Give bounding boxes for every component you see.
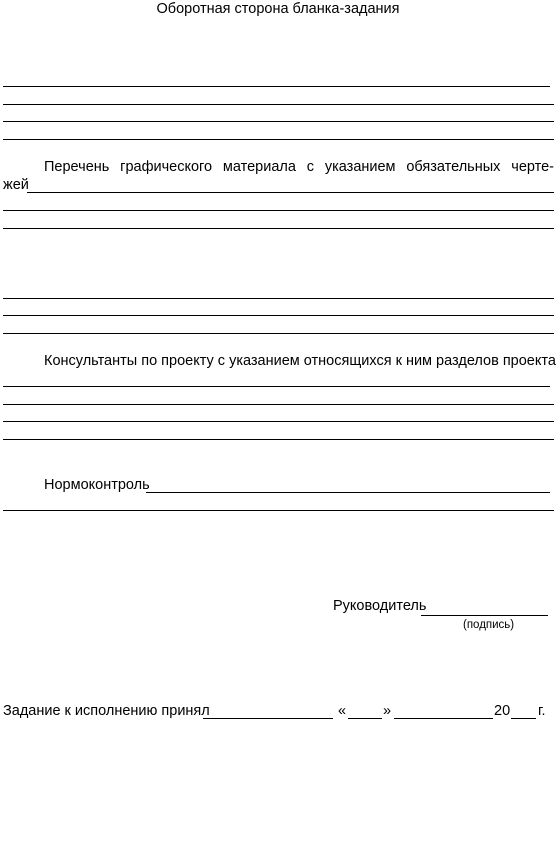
quote-close: » — [383, 703, 392, 719]
blank-line[interactable] — [3, 121, 554, 122]
blank-line[interactable] — [3, 439, 554, 440]
year-suffix: г. — [538, 703, 546, 719]
acceptance-signature-line[interactable] — [203, 718, 333, 719]
acceptance-label: Задание к исполнению принял — [3, 703, 210, 719]
normocontrol-label: Нормоконтроль — [44, 477, 150, 493]
graphic-materials-heading: Перечень графического материала с указанием обязательных черте- — [44, 159, 554, 175]
year-prefix: 20 — [494, 703, 511, 719]
graphic-materials-heading-cont: жей — [3, 177, 29, 193]
month-line[interactable] — [394, 718, 493, 719]
blank-line[interactable] — [3, 139, 554, 140]
day-line[interactable] — [348, 718, 382, 719]
blank-line[interactable] — [3, 421, 554, 422]
blank-line[interactable] — [3, 404, 554, 405]
signature-hint: (подпись) — [463, 619, 515, 631]
year-line[interactable] — [511, 718, 536, 719]
blank-line[interactable] — [3, 333, 554, 334]
blank-line[interactable] — [3, 386, 550, 387]
normocontrol-line[interactable] — [146, 492, 550, 493]
blank-line[interactable] — [3, 510, 554, 511]
supervisor-label: Руководитель — [333, 598, 427, 614]
blank-line[interactable] — [3, 298, 554, 299]
quote-open: « — [338, 703, 347, 719]
blank-line[interactable] — [3, 86, 550, 87]
blank-line[interactable] — [3, 104, 554, 105]
blank-line[interactable] — [3, 210, 554, 211]
blank-line[interactable] — [3, 228, 554, 229]
blank-line[interactable] — [3, 315, 554, 316]
page-title: Оборотная сторона бланка-задания — [156, 1, 400, 17]
supervisor-signature-line[interactable] — [421, 615, 548, 616]
graphic-materials-line[interactable] — [27, 192, 554, 193]
consultants-heading: Консультанты по проекту с указанием относящихся к ним разделов проекта — [44, 353, 556, 369]
